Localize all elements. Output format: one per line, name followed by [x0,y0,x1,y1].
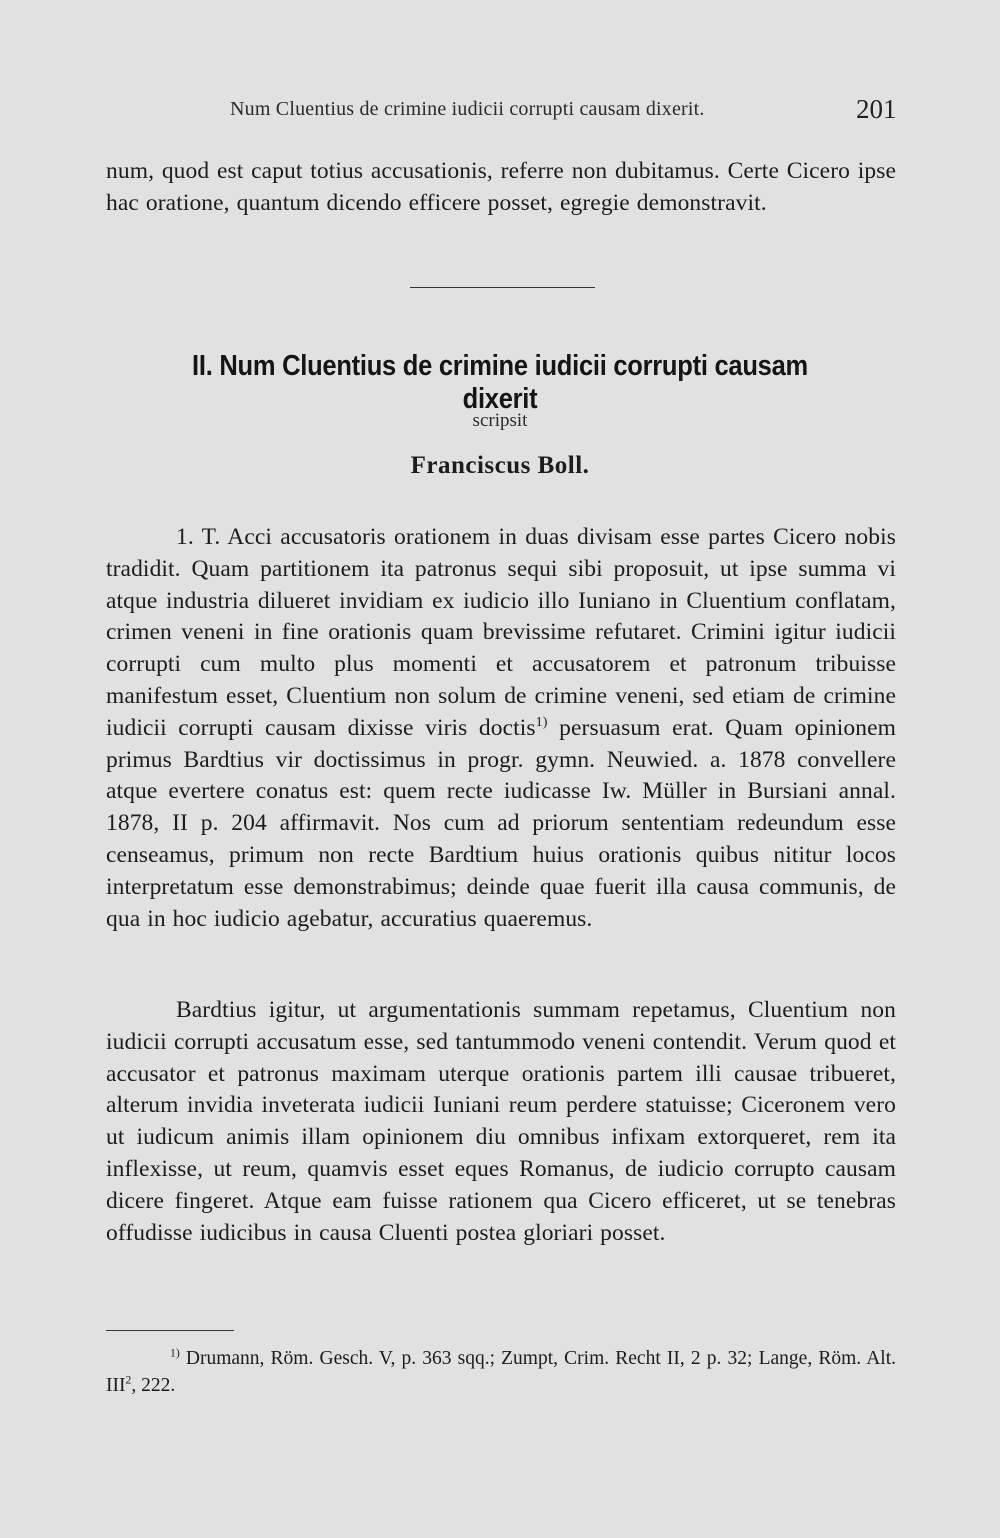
footnote-superscript: 2 [125,1373,132,1387]
footnote-reference: 1) [535,713,548,730]
footnote-text-a: Drumann, Röm. Gesch. V, p. 363 sqq.; Zumpt, Crim. Recht II, 2 p. 32; Lange, Röm. Alt. III [106,1348,896,1396]
footnote-marker: 1) [170,1346,180,1360]
author-name: Franciscus Boll. [410,452,590,479]
preceding-paragraph: num, quod est caput totius accusationis, referre non dubitamus. Certe Cicero ipse hac oratione, quantum dicendo efficere posset, egregie demonstravit. [106,158,896,216]
page-number: 201 [856,94,897,124]
paragraph-1 [106,522,896,935]
footnote-rule [106,1330,234,1331]
footnote [106,1345,896,1399]
paragraph-2: Bardtius igitur, ut argumentationis summam repetamus, Cluentium non iudicii corrupti accusatum esse, sed tantummodo veneni contendit. Verum quod et accusator et patronus maximam uterque orationis partem illi causae tribueret, alterum invidia inveterata iudicii Iuniani reum perdere statuisse; Ciceronem vero ut iudicum animis illam opinionem diu omnibus infixam extorqueret, rem ita inflexisse, ut reum, quamvis esset eques Romanus, de iudicio corrupto causam dicere fingeret. Atque eam fuisse rationem qua Cicero efficeret, ut se tenebras offudisse iudicibus in causa Cluenti postea gloriari posset. [106,997,896,1246]
section-separator-rule [410,287,595,288]
paragraph-1-text-b: persuasum erat. Quam opinionem primus Bardtius vir doctissimus in progr. gymn. Neuwied. a. 1878 convellere atque evertere conatus est: quem recte iudicasse Iw. Müller in Bursiani annal. 1878, II p. 204 affirmavit. Nos cum ad priorum sententiam redeundum esse censeamus, primum non recte Bardtium huius orationis quibus nititur locos interpretatum esse demonstrabimus; deinde quae fuerit illa causa communis, de qua in hoc iudicio agebatur, accuratius quaeremus. [106,714,896,932]
section-heading: II. Num Cluentius de crimine iudicii corrupti causam dixerit [192,350,808,415]
byline-scripsit: scripsit [472,410,528,431]
paragraph-1-text-a: 1. T. Acci accusatoris orationem in duas divisam esse partes Cicero nobis tradidit. Quam partitionem ita patronus sequi sibi proposuit, ut ipse summa vi atque industria dilueret invidiam ex iudicio illo Iuniano in Cluentium conflatam, crimen veneni in fine orationis quam brevissime refutaret. Crimini igitur iudicii corrupti cum multo plus momenti et accusatorem et patronum tribuisse manifestum esset, Cluentium non solum de crimine veneni, sed etiam de crimine iudicii corrupti causam dixisse viris doctis [106,524,896,741]
footnote-text-b: , 222. [131,1375,176,1396]
running-head: Num Cluentius de crimine iudicii corrupti causam dixerit. [230,98,705,120]
